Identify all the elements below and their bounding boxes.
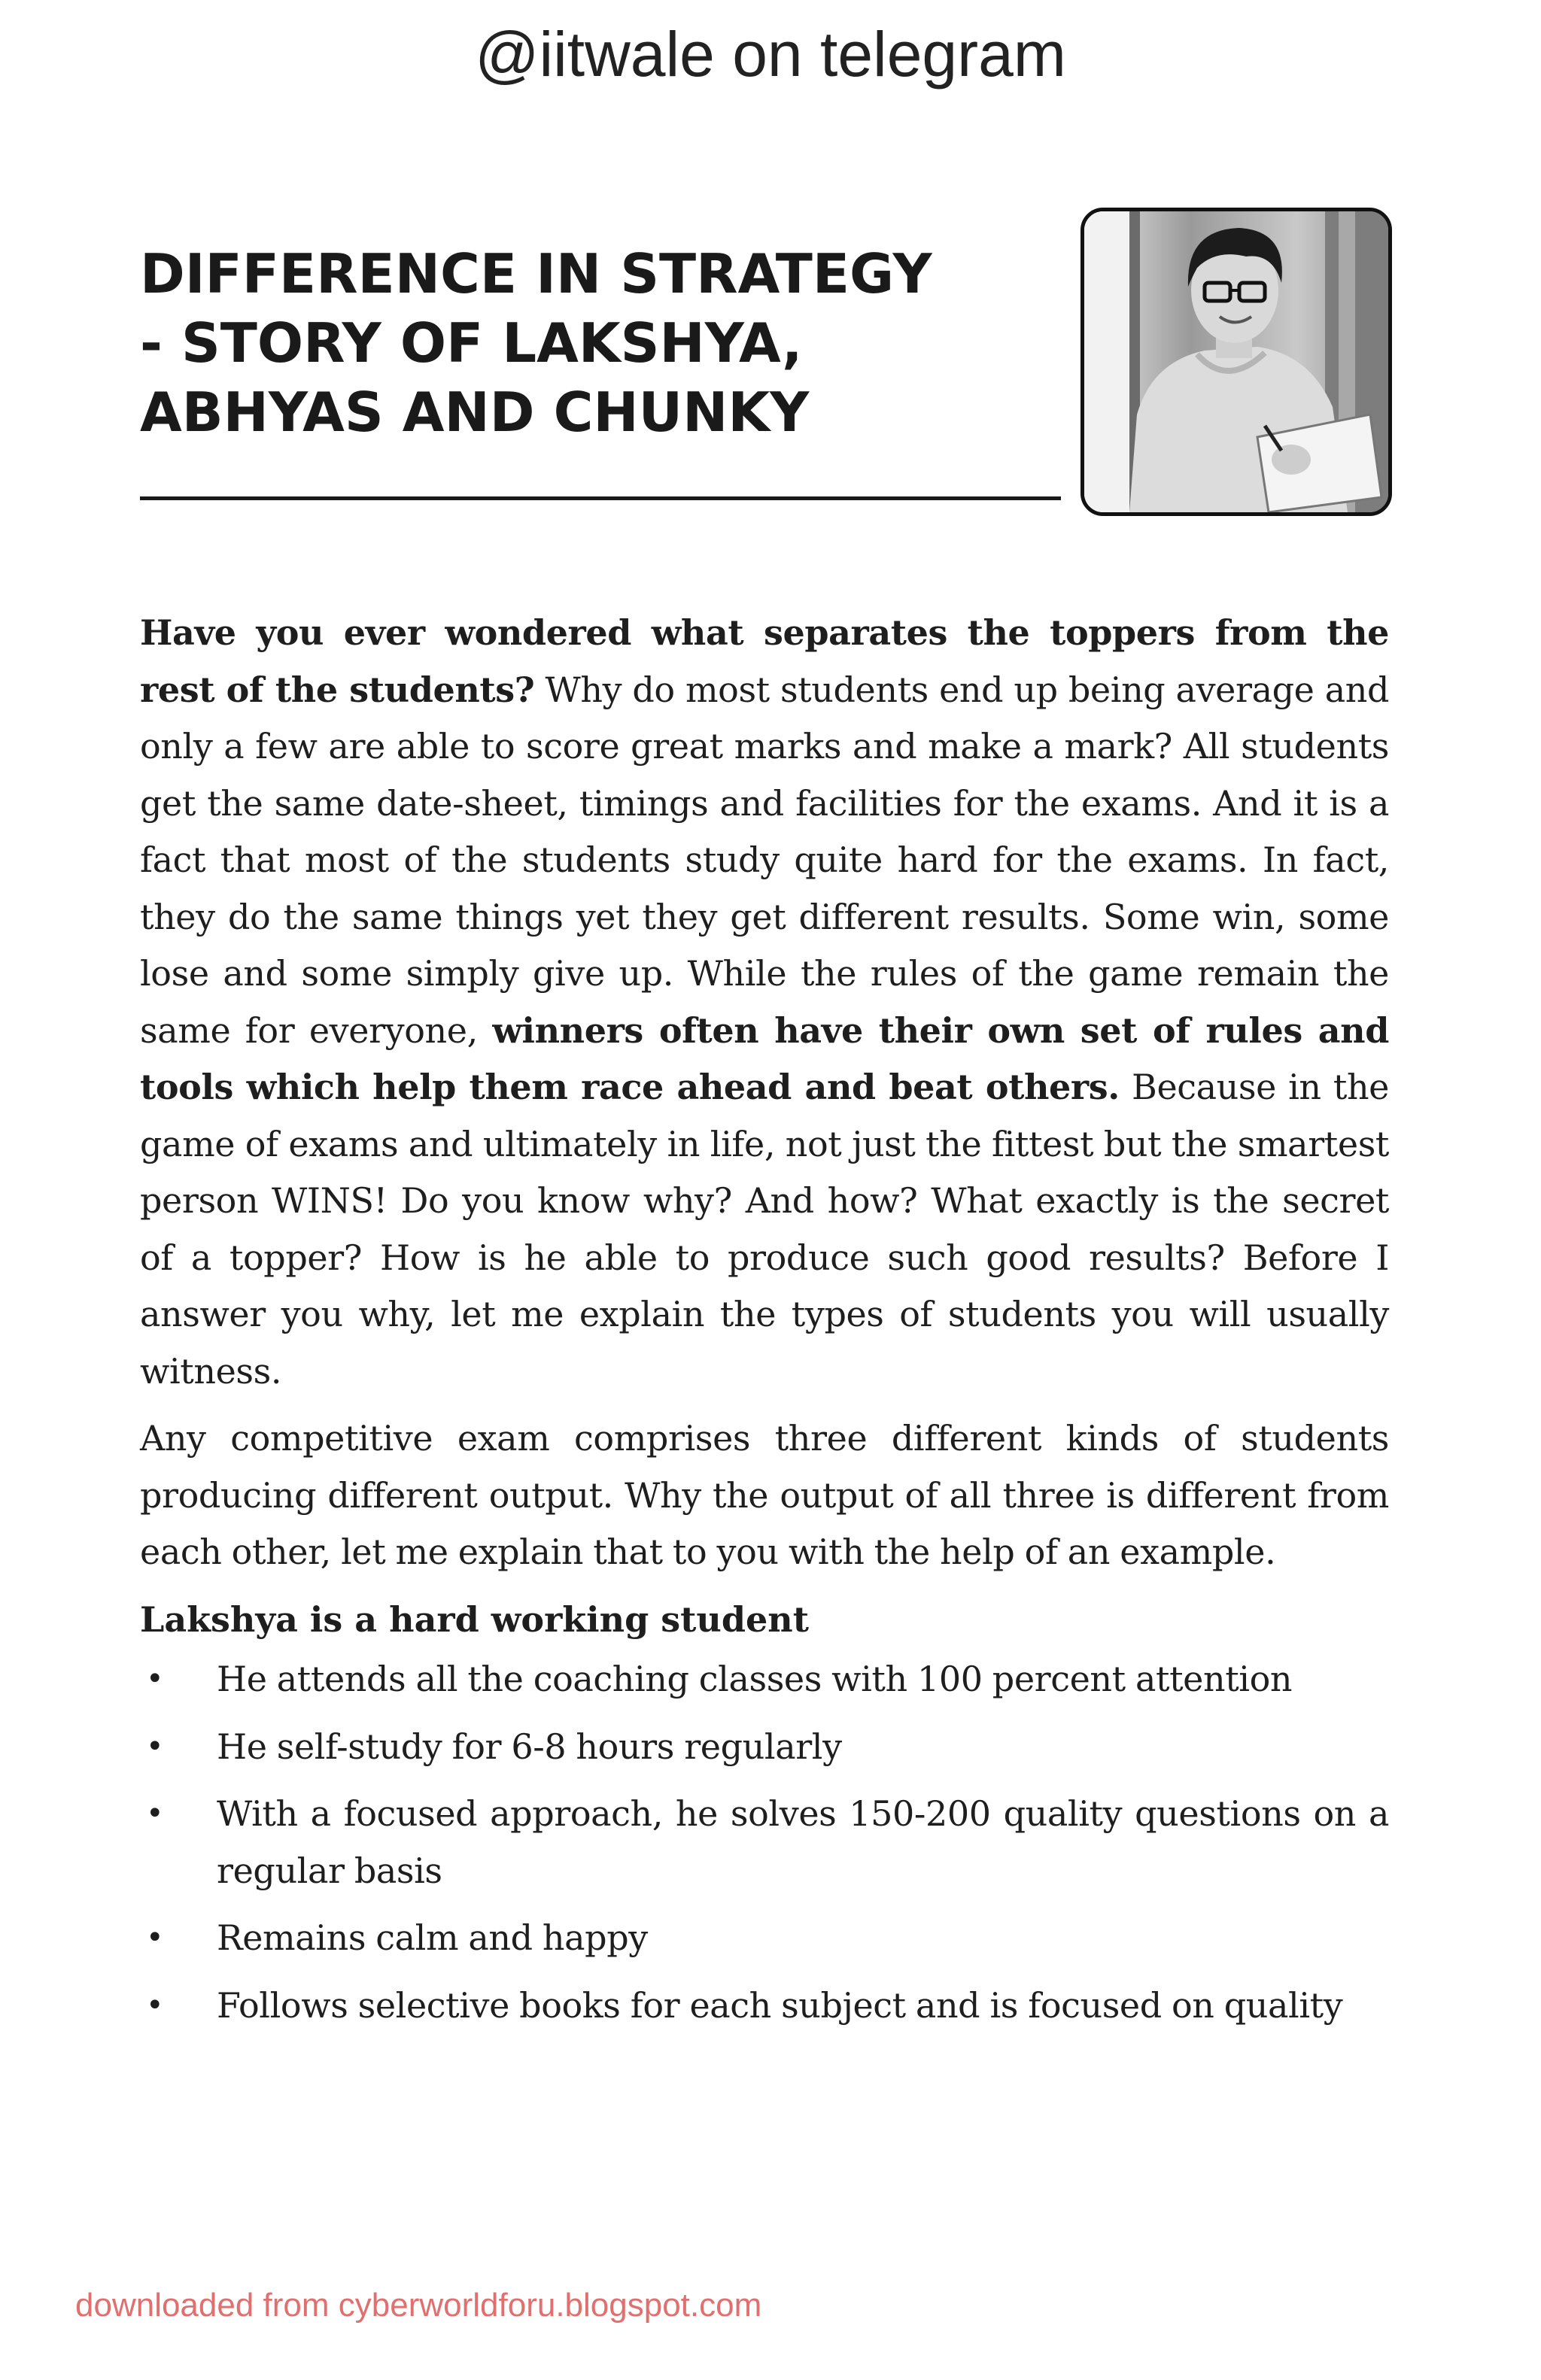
- winners-bold-statement: winners often have their own set of rules and tools which help them race ahead and beat others.: [140, 1009, 1389, 1107]
- bullet-icon: •: [146, 1662, 164, 1696]
- bullet-icon: •: [146, 1796, 164, 1831]
- chapter-title-line: DIFFERENCE IN STRATEGY: [140, 242, 932, 305]
- three-students-paragraph: Any competitive exam comprises three different kinds of students producing different output. Why the output of all three is different from each other, let me explain that to you with the help of an example.: [140, 1418, 1389, 1572]
- bullet-icon: •: [146, 1920, 164, 1955]
- intro-paragraph: [140, 605, 1389, 1400]
- main-text: [140, 605, 1389, 2045]
- intro-text-continued: Because in the game of exams and ultimately in life, not just the fittest but the smartest person WINS! Do you know why? And how? What exactly is the secret of a topper? How is he able to produce such good results? Before I answer you why, let me explain the types of students you will usually witness.: [140, 1067, 1389, 1392]
- bullet-icon: •: [146, 1729, 164, 1764]
- chapter-title-line: - STORY OF LAKSHYA,: [140, 311, 803, 375]
- list-item: • He self-study for 6-8 hours regularly: [140, 1719, 1389, 1776]
- download-source-link[interactable]: downloaded from cyberworldforu.blogspot.com: [75, 2287, 762, 2324]
- list-item: • With a focused approach, he solves 150-200 quality questions on a regular basis: [140, 1786, 1389, 1899]
- student-photo-illustration: [1084, 211, 1388, 512]
- student-photo: [1081, 208, 1392, 516]
- chapter-title-line: ABHYAS AND CHUNKY: [140, 381, 810, 444]
- bullet-icon: •: [146, 1987, 164, 2023]
- title-underline: [140, 496, 1061, 500]
- list-item: • Remains calm and happy: [140, 1910, 1389, 1967]
- intro-bold-question: Have you ever wondered what separates the toppers from the rest of the students?: [140, 612, 1389, 710]
- lakshya-bullet-list: [140, 1651, 1389, 2034]
- lakshya-subheading: Lakshya is a hard working student: [140, 1598, 809, 1640]
- telegram-banner: @iitwale on telegram: [475, 19, 1066, 90]
- list-item: • Follows selective books for each subject and is focused on quality: [140, 1978, 1389, 2035]
- list-item: • He attends all the coaching classes with 100 percent attention: [140, 1651, 1389, 1708]
- intro-text: Why do most students end up being average and only a few are able to score great marks and make a mark? All students get the same date-sheet, timings and facilities for the exams. And it is a fact that most of the students study quite hard for the exams. In fact, they do the same things yet they get different results. Some win, some lose and some simply give up. While the rules of the game remain the same for everyone,: [140, 669, 1389, 1051]
- chapter-title: [140, 239, 1073, 447]
